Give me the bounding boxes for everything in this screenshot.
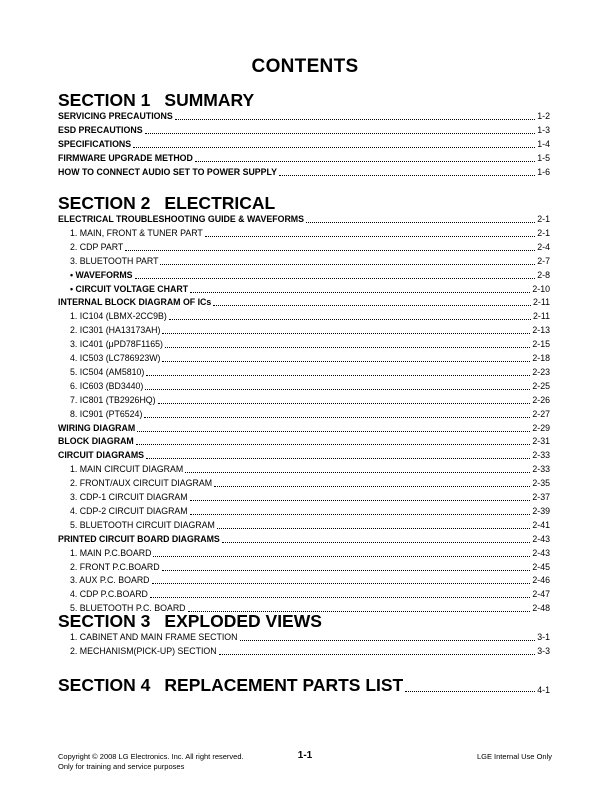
toc-entry-page: 1-3 [537,124,550,135]
dot-leader [144,417,530,418]
dot-leader [145,389,530,390]
toc-entry-page: 1-4 [537,138,550,149]
toc-entry-page: 2-1 [537,214,550,224]
section-name: ELECTRICAL [164,193,276,213]
section-heading [58,90,254,111]
toc-entry-label: • CIRCUIT VOLTAGE CHART [70,283,189,294]
toc-entry-label: 1. MAIN P.C.BOARD [70,547,152,558]
dot-leader [213,305,531,306]
toc-entry[interactable] [70,644,550,657]
toc-entry-label: SERVICING PRECAUTIONS [58,111,173,121]
footer-internal-use: LGE Internal Use Only [476,752,552,761]
dot-leader [279,175,535,176]
dot-leader [169,319,531,320]
section-4-heading: SECTION 4 REPLACEMENT PARTS LIST [58,675,404,695]
toc-entry[interactable] [70,337,550,350]
dot-leader [190,292,530,293]
toc-entry[interactable] [58,532,550,545]
toc-entry[interactable] [58,165,550,178]
toc-entry[interactable] [70,351,550,364]
toc-entry-page: 2-8 [537,269,550,280]
toc-entry-label: 4. CDP P.C.BOARD [70,589,148,600]
toc-entry[interactable] [58,434,550,447]
toc-entry-page: 2-4 [537,241,550,252]
toc-entry[interactable] [70,560,550,573]
toc-entry-label: SPECIFICATIONS [58,138,132,149]
dot-leader [205,236,535,237]
toc-entry-label: CIRCUIT DIAGRAMS [58,450,145,461]
toc-entry-page: 2-33 [532,450,550,461]
section-heading [58,611,322,632]
toc-entry-page: 2-26 [532,394,550,405]
toc-entry-label: HOW TO CONNECT AUDIO SET TO POWER SUPPLY [58,166,277,177]
toc-entry[interactable] [58,295,550,308]
toc-entry-page: 2-43 [532,533,550,544]
toc-entry-label: 3. IC401 (μPD78F1165) [70,339,163,350]
toc-entry-label: ELECTRICAL TROUBLESHOOTING GUIDE & WAVEFORMS [58,214,304,224]
dot-leader [146,458,530,459]
toc-entry[interactable] [70,323,550,336]
toc-entry-label: 8. IC901 (PT6524) [70,408,143,419]
section-name: SUMMARY [164,90,255,110]
dot-leader [190,500,531,501]
toc-entry-page: 2-48 [532,603,550,614]
toc-entry-page: 2-41 [532,519,550,530]
toc-entry[interactable] [70,254,550,267]
toc-entry-label: FIRMWARE UPGRADE METHOD [58,152,193,163]
dot-leader [405,691,535,692]
section-number: SECTION 1 [58,90,151,110]
toc-entry-label: 7. IC801 (TB2926HQ) [70,394,156,405]
toc-entry-page: 2-11 [533,311,550,322]
toc-entry-page: 2-10 [532,283,550,294]
toc-entry-page: 2-11 [533,297,550,308]
toc-entry-page: 2-31 [532,436,550,447]
toc-entry[interactable] [70,462,550,475]
toc-entry-page: 2-29 [532,422,550,433]
toc-entry-page: 2-7 [537,255,550,266]
dot-leader [146,375,530,376]
dot-leader [185,472,530,473]
toc-entry-page: 2-33 [532,464,550,475]
toc-entry-page: 1-6 [537,166,550,177]
toc-entry-label: 1. MAIN CIRCUIT DIAGRAM [70,464,184,475]
toc-entry-label: 4. CDP-2 CIRCUIT DIAGRAM [70,505,188,516]
toc-entry-label: 2. CDP PART [70,241,124,252]
toc-entry[interactable] [70,490,550,503]
toc-entry[interactable] [70,365,550,378]
toc-entry[interactable] [58,421,550,434]
toc-entry-page: 1-2 [537,111,550,121]
toc-entry[interactable] [70,587,550,600]
toc-entry-label: 1. IC104 (LBMX-2CC9B) [70,311,167,322]
dot-leader [214,486,530,487]
toc-entry-page: 2-37 [532,492,550,502]
toc-entry-page: 2-15 [532,339,550,350]
toc-entry-page: 2-43 [532,547,550,558]
dot-leader [219,654,536,655]
toc-entry[interactable] [70,518,550,531]
toc-entry[interactable] [70,282,550,295]
dot-leader [162,333,530,334]
toc-entry-page: 2-1 [537,227,550,238]
toc-entry-page: 2-35 [532,478,550,489]
section-name: EXPLODED VIEWS [164,611,322,631]
toc-entry-label: PRINTED CIRCUIT BOARD DIAGRAMS [58,533,220,544]
toc-entry[interactable] [58,123,550,136]
toc-entry[interactable] [58,448,550,461]
dot-leader [240,640,536,641]
toc-entry-page: 2-18 [532,353,550,363]
dot-leader [160,264,535,265]
toc-entry-page: 2-13 [532,325,550,336]
dot-leader [153,556,530,557]
toc-entry-label: ESD PRECAUTIONS [58,124,143,135]
toc-entry[interactable] [58,212,550,225]
toc-entry[interactable] [70,546,550,559]
toc-entry-page: 2-25 [532,380,550,391]
footer-page-number: 1-1 [297,750,313,761]
dot-leader [175,119,536,120]
section-number: SECTION 3 [58,611,151,631]
training-note: Only for training and service purposes [58,762,185,771]
toc-entry-label: • WAVEFORMS [70,269,133,280]
copyright-text: Copyright © 2008 LG Electronics. Inc. All right reserved. [58,752,244,761]
toc-entry-page: 2-27 [532,408,550,419]
dot-leader [136,444,531,445]
toc-entry-label: 5. IC504 (AM5810) [70,366,145,377]
toc-entry[interactable] [70,226,550,239]
toc-entry[interactable] [70,309,550,322]
dot-leader [190,514,531,515]
toc-entry-page: 2-39 [532,505,550,516]
dot-leader [162,570,531,571]
toc-entry[interactable] [58,151,550,164]
toc-entry-label: 1. CABINET AND MAIN FRAME SECTION [70,632,238,642]
toc-entry[interactable] [70,393,550,406]
section-4-page: 4-1 [537,685,550,695]
toc-entry[interactable] [70,476,550,489]
toc-entry-page: 2-45 [532,561,550,572]
toc-entry-label: 5. BLUETOOTH P.C. BOARD [70,603,186,614]
toc-entry[interactable] [70,630,550,643]
toc-entry-label: 5. BLUETOOTH CIRCUIT DIAGRAM [70,519,215,530]
toc-entry-label: WIRING DIAGRAM [58,422,136,433]
toc-entry-page: 2-23 [532,366,550,377]
toc-entry-label: 4. IC503 (LC786923W) [70,353,161,363]
toc-entry-label: BLOCK DIAGRAM [58,436,134,447]
toc-entry-label: 3. AUX P.C. BOARD [70,575,150,586]
toc-entry-page: 3-1 [537,632,550,642]
toc-entry[interactable] [58,137,550,150]
dot-leader [145,133,536,134]
toc-entry[interactable] [70,504,550,517]
toc-entry-label: 1. MAIN, FRONT & TUNER PART [70,227,203,238]
dot-leader [158,403,531,404]
section-4-entry[interactable] [58,674,550,696]
section-number: SECTION 2 [58,193,151,213]
dot-leader [135,278,536,279]
dot-leader [152,583,531,584]
toc-entry-page: 2-47 [532,589,550,600]
dot-leader [137,431,530,432]
dot-leader [306,222,535,223]
toc-entry-label: 2. MECHANISM(PICK-UP) SECTION [70,645,217,656]
dot-leader [162,361,530,362]
toc-entry-label: 3. CDP-1 CIRCUIT DIAGRAM [70,492,188,502]
dot-leader [217,528,531,529]
toc-entry-label: 2. FRONT/AUX CIRCUIT DIAGRAM [70,478,213,489]
toc-entry-label: INTERNAL BLOCK DIAGRAM OF ICs [58,297,212,308]
toc-entry-label: 6. IC603 (BD3440) [70,380,144,391]
toc-entry-label: 2. FRONT P.C.BOARD [70,561,160,572]
toc-entry-page: 2-46 [532,575,550,586]
dot-leader [165,347,530,348]
dot-leader [150,597,530,598]
toc-entry-page: 1-5 [537,152,550,163]
page-title: CONTENTS [251,56,359,77]
toc-entry[interactable] [70,407,550,420]
dot-leader [195,161,535,162]
toc-entry[interactable] [70,379,550,392]
toc-entry-label: 3. BLUETOOTH PART [70,255,159,266]
dot-leader [125,250,535,251]
toc-entry[interactable] [70,268,550,281]
toc-entry-label: 2. IC301 (HA13173AH) [70,325,161,336]
toc-entry[interactable] [58,109,550,122]
toc-entry-page: 3-3 [537,645,550,656]
toc-entry[interactable] [70,240,550,253]
toc-entry[interactable] [70,573,550,586]
dot-leader [222,542,531,543]
section-heading [58,193,275,214]
dot-leader [133,147,535,148]
